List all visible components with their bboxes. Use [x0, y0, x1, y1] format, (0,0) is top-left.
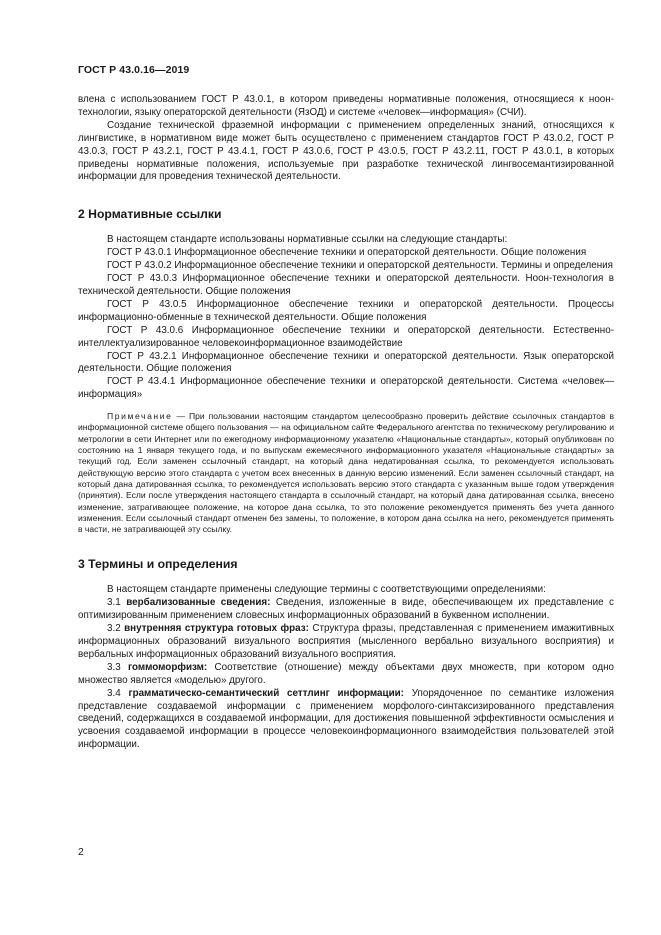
term-definition: Сведения, изложенные в виде, обеспечивающем их представление с оптимизированным применением словесных информационных образований в буквенном исполнении.: [78, 597, 614, 622]
note-label: Примечание: [107, 411, 173, 422]
term-definition: Упорядоченное по семантике изложения представление создаваемой информации с применением морфолого-синтаксизированного представления сведений, содержащихся в создаваемой информации, для достижения повышенной эффективности осмысления и усвоения создаваемой информации в процессе человекоинформационного взаимодействия пользователей этой информации.: [78, 687, 614, 751]
term-number: 3.2: [107, 623, 121, 635]
normative-reference-item: ГОСТ Р 43.0.1 Информационное обеспечение техники и операторской деятельности. Общие положения: [107, 247, 587, 259]
running-header: ГОСТ Р 43.0.16—2019: [78, 64, 190, 76]
section-3-lead: В настоящем стандарте применены следующие термины с соответствующими определениями:: [107, 584, 546, 596]
section-2-body: [78, 234, 614, 535]
term-definition: Соответствие (отношение) между объектами двух множеств, при котором одно множество является «моделью» другого.: [78, 661, 614, 686]
term-name: гоммоморфизм:: [127, 661, 208, 673]
normative-reference-item: ГОСТ Р 43.0.2 Информационное обеспечение техники и операторской деятельности. Термины и определения: [107, 260, 613, 272]
term-entry: [78, 623, 614, 662]
page-body: [78, 94, 614, 752]
term-definition: Структура фразы, представленная с применением имажитивных информационных образований визуального восприятия (мысленного вербально визуального восприятия) и вербальных информационных образований визуального восприятия.: [78, 623, 615, 660]
term-entry: [78, 662, 614, 688]
term-entry: [78, 597, 614, 623]
section-2-heading: 2 Нормативные ссылки: [78, 207, 222, 222]
reference-note: [78, 411, 614, 535]
term-number: 3.4: [107, 687, 121, 699]
page-number: 2: [78, 846, 84, 858]
section-2-lead: В настоящем стандарте использованы нормативные ссылки на следующие стандарты:: [107, 234, 508, 246]
note-text: — При пользовании настоящим стандартом целесообразно проверить действие ссылочных стандартов в информационной системе общего пользования — на официальном сайте Федерального агентства по техническому регулированию и метрологии в сети Интернет или по ежегодному информационному указателю «Национальные стандарты», который опубликован по состоянию на 1 января текущего года, и по выпускам ежемесячного информационного указателя «Национальные стандарты» за текущий год. Если заменен ссылочный стандарт, на который дана недатированная ссылка, то рекомендуется использовать действующую версию этого стандарта с учетом всех внесенных в данную версию изменений. Если заменен ссылочный стандарт, на который дана датированная ссылка, то рекомендуется использовать версию этого стандарта с указанным выше годом утверждения (принятия). Если после утверждения настоящего стандарта в ссылочный стандарт, на который дана датированная ссылка, внесено изменение, затрагивающее положение, на которое дана ссылка, то это положение рекомендуется применять без учета данного изменения. Если ссылочный стандарт отменен без замены, то положение, в котором дана ссылка на него, рекомендуется применять в части, не затрагивающей эту ссылку.: [78, 411, 614, 535]
term-entry: [78, 688, 614, 753]
intro-paragraph: Создание технической фраземной информации с применением определенных знаний, относящихся к лингвистике, в нормативном виде может быть осуществлено с применением стандартов ГОСТ Р 43.0.2, ГОСТ Р 43.0.3, ГОСТ Р 43.2.1, ГОСТ Р 43.4.1, ГОСТ Р 43.0.6, ГОСТ Р 43.0.5, ГОСТ Р 43.2.11, ГОСТ Р 43.0.1, в которых приведены нормативные положения, используемые при разработке технической лингвосемантизированной информации для проведения технической деятельности.: [78, 119, 614, 183]
term-name: вербализованные сведения:: [126, 597, 271, 609]
term-name: грамматическо-семантический сеттлинг информации:: [128, 687, 404, 699]
normative-reference-item: ГОСТ Р 43.4.1 Информационное обеспечение техники и операторской деятельности. Система «человек—информация»: [78, 376, 614, 401]
section-3-heading: 3 Термины и определения: [78, 557, 238, 572]
term-name: внутренняя структура готовых фраз:: [124, 623, 309, 635]
normative-reference-item: ГОСТ Р 43.0.6 Информационное обеспечение техники и операторской деятельности. Естественно-интеллектуализированное человекоинформационное взаимодействие: [78, 324, 614, 349]
term-number: 3.1: [107, 597, 121, 609]
normative-reference-item: ГОСТ Р 43.0.3 Информационное обеспечение техники и операторской деятельности. Ноон-технология в технической деятельности. Общие положения: [78, 273, 614, 297]
normative-reference-item: ГОСТ Р 43.2.1 Информационное обеспечение техники и операторской деятельности. Язык операторской деятельности. Общие положения: [78, 350, 614, 375]
section-3-body: [78, 584, 614, 752]
normative-reference-item: ГОСТ Р 43.0.5 Информационное обеспечение техники и операторской деятельности. Процессы информационно-обменные в технической деятельности. Общие положения: [78, 298, 614, 323]
intro-paragraph-continued: влена с использованием ГОСТ Р 43.0.1, в котором приведены нормативные положения, относящиеся к ноон-технологии, языку операторской деятельности (ЯзОД) и системе «человек—информация» (СЧИ).: [78, 94, 614, 118]
term-number: 3.3: [107, 661, 121, 673]
